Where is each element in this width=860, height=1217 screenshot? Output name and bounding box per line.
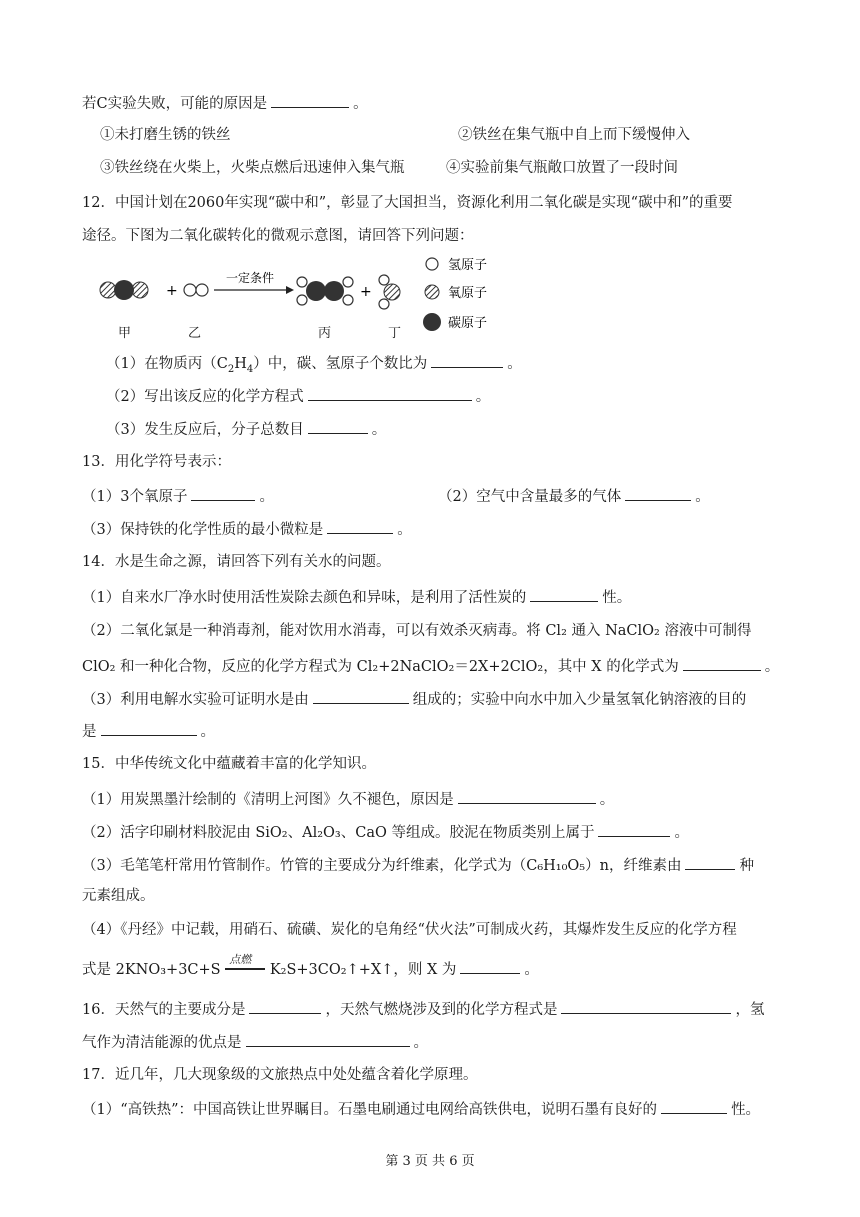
q13-part2: （2）空气中含量最多的气体 。 (438, 485, 710, 507)
caption-ding: 丁 (388, 326, 402, 341)
q14-part2-line1: （2）二氧化氯是一种消毒剂，能对饮用水消毒，可以有效杀灭病毒。将 Cl₂ 通入 NaClO₂ 溶液中可制得 (82, 623, 752, 639)
answer-blank[interactable] (685, 854, 735, 870)
q11-option-4: ④实验前集气瓶敞口放置了一段时间 (446, 160, 678, 176)
answer-blank[interactable] (598, 821, 670, 837)
page-footer: 第 3 页 共 6 页 (385, 1154, 475, 1169)
q15-part4-line2: 式是 2KNO₃+3C+S 点燃 K₂S+3CO₂↑+X↑，则 X 为 。 (82, 958, 539, 980)
q13-part1: （1）3个氧原子 。 (82, 485, 274, 507)
answer-blank[interactable] (683, 655, 761, 671)
q12-part2: （2）写出该反应的化学方程式 。 (106, 385, 490, 407)
q14-part2-line2: ClO₂ 和一种化合物，反应的化学方程式为 Cl₂+2NaClO₂＝2X+2ClO₂，其中 X 的化学式为 。 (82, 655, 779, 677)
q14-part3-line2: 是 。 (82, 720, 215, 742)
q14-part3-line1: （3）利用电解水实验可证明水是由 组成的；实验中向水中加入少量氢氧化钠溶液的目的 (82, 688, 746, 710)
co2-conversion-diagram (96, 252, 516, 342)
q12-part1: （1）在物质丙$(C_2H_4)$中，碳、氢原子个数比为 。 (106, 352, 522, 374)
answer-blank[interactable] (431, 352, 503, 368)
legend-hydrogen-swatch (426, 258, 438, 270)
plus-sign: + (360, 284, 372, 300)
condition-label: 点燃 (229, 953, 252, 966)
answer-blank[interactable] (191, 485, 255, 501)
caption-bing: 丙 (318, 326, 332, 341)
caption-jia: 甲 (118, 326, 132, 341)
q15-stem: 15．中华传统文化中蕴藏着丰富的化学知识。 (82, 756, 376, 772)
legend-oxygen-label: 氧原子 (448, 286, 488, 301)
answer-blank[interactable] (308, 385, 472, 401)
arrow-condition-label: 一定条件 (226, 271, 275, 285)
q15-part4-line1: （4）《丹经》中记载，用硝石、硫磺、炭化的皂角经“伏火法”可制成火药，其爆炸发生反应的化学方程 (82, 922, 737, 938)
molecule-jia-co2 (100, 280, 148, 300)
answer-blank[interactable] (327, 518, 393, 534)
q12-stem-line2: 途径。下图为二氧化碳转化的微观示意图，请回答下列问题： (82, 228, 474, 244)
answer-blank[interactable] (308, 418, 368, 434)
legend-carbon-label: 碳原子 (448, 316, 488, 331)
answer-blank[interactable] (313, 688, 409, 704)
q11-option-1: ①未打磨生锈的铁丝 (100, 127, 231, 143)
molecule-yi-h2 (184, 284, 208, 296)
legend (423, 258, 441, 331)
q12-stem-line1: 12．中国计划在2060年实现“碳中和”，彰显了大国担当，资源化利用二氧化碳是实现“碳中和”的重要 (82, 195, 733, 211)
answer-blank[interactable] (246, 1031, 410, 1047)
q11-option-2: ②铁丝在集气瓶中自上而下缓慢伸入 (458, 127, 690, 143)
molecule-ding-h2o (379, 275, 400, 309)
q15-part2: （2）活字印刷材料胶泥由 SiO₂、Al₂O₃、CaO 等组成。胶泥在物质类别上属于 。 (82, 821, 689, 843)
caption-yi: 乙 (188, 326, 202, 341)
reaction-arrow (214, 286, 294, 294)
answer-blank[interactable] (271, 92, 349, 108)
q15-part1: （1）用炭黑墨汁绘制的《清明上河图》久不褪色，原因是 。 (82, 788, 614, 810)
q15-part3-line1: （3）毛笔笔杆常用竹管制作。竹管的主要成分为纤维素，化学式为（C₆H₁₀O₅）n，纤维素由 种 (82, 854, 754, 876)
q15-part3-line2: 元素组成。 (82, 888, 155, 904)
answer-blank[interactable] (561, 998, 731, 1014)
plus-sign: + (166, 283, 178, 299)
q16-line1: 16．天然气的主要成分是 ，天然气燃烧涉及到的化学方程式是 ，氢 (82, 998, 764, 1020)
q16-line2: 气作为清洁能源的优点是 。 (82, 1031, 428, 1053)
legend-hydrogen-label: 氢原子 (448, 258, 488, 273)
answer-blank[interactable] (460, 958, 520, 974)
answer-blank[interactable] (458, 788, 596, 804)
q13-part3: （3）保持铁的化学性质的最小微粒是 。 (82, 518, 412, 540)
answer-blank[interactable] (530, 586, 598, 602)
q17-stem: 17．近几年，几大现象级的文旅热点中处处蕴含着化学原理。 (82, 1067, 478, 1083)
molecule-diagram-svg (96, 252, 516, 342)
q11-option-3: ③铁丝绕在火柴上，火柴点燃后迅速伸入集气瓶 (100, 160, 405, 176)
answer-blank[interactable] (661, 1098, 727, 1114)
molecule-bing-c2h4 (297, 277, 353, 305)
q17-part1: （1）“高铁热”：中国高铁让世界瞩目。石墨电刷通过电网给高铁供电，说明石墨有良好的 性。 (82, 1098, 760, 1120)
q13-stem: 13．用化学符号表示： (82, 454, 231, 470)
q11-prompt: 若C实验失败，可能的原因是 。 (82, 92, 368, 114)
answer-blank[interactable] (249, 998, 321, 1014)
answer-blank[interactable] (625, 485, 691, 501)
reaction-condition-arrow (225, 953, 265, 980)
legend-carbon-swatch (423, 313, 441, 331)
legend-oxygen-swatch (425, 285, 439, 299)
q14-stem: 14．水是生命之源，请回答下列有关水的问题。 (82, 554, 391, 570)
q12-part3: （3）发生反应后，分子总数目 。 (106, 418, 386, 440)
q14-part1: （1）自来水厂净水时使用活性炭除去颜色和异味，是利用了活性炭的 性。 (82, 586, 631, 608)
answer-blank[interactable] (101, 720, 197, 736)
